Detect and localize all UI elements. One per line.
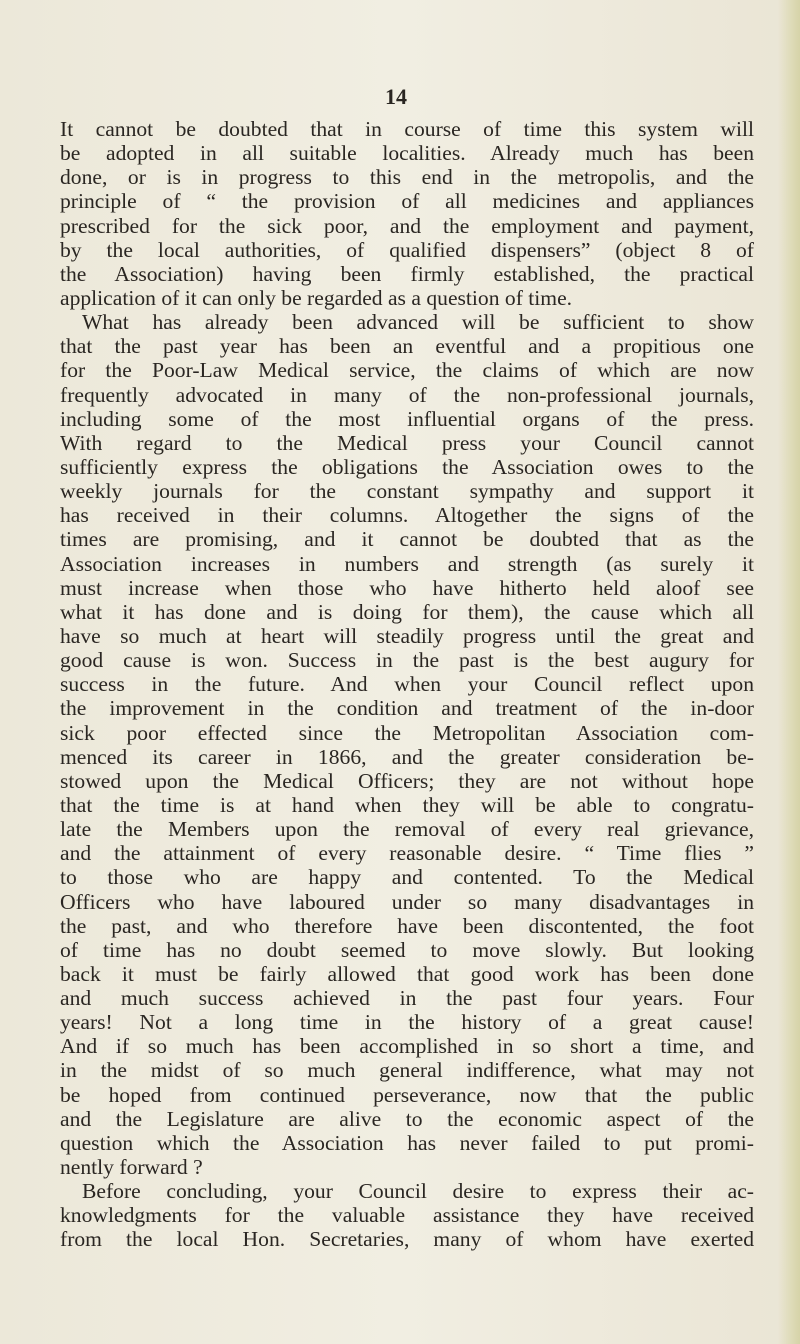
text-line: the past, and who therefore have been discontented, the foot <box>60 913 754 938</box>
text-line: Officers who have laboured under so many disadvantages in <box>60 889 754 914</box>
text-line: for the Poor-Law Medical service, the claims of which are now <box>60 358 754 383</box>
text-line: in the midst of so much general indifference, what may not <box>60 1058 754 1083</box>
text-line: that the time is at hand when they will be able to congratu- <box>60 792 754 817</box>
text-line: done, or is in progress to this end in the metropolis, and the <box>60 165 754 190</box>
text-line: late the Members upon the removal of every real grievance, <box>60 817 754 842</box>
text-line: knowledgments for the valuable assistance they have received <box>60 1203 754 1228</box>
text-line: be adopted in all suitable localities. Already much has been <box>60 141 754 166</box>
text-line: times are promising, and it cannot be doubted that as the <box>60 527 754 552</box>
text-line: from the local Hon. Secretaries, many of whom have exerted <box>60 1227 754 1252</box>
text-line: application of it can only be regarded as a question of time. <box>60 285 573 310</box>
text-line: be hoped from continued perseverance, now that the public <box>60 1082 754 1107</box>
text-line: weekly journals for the constant sympathy and support it <box>60 479 754 504</box>
text-line: With regard to the Medical press your Council cannot <box>60 430 754 455</box>
text-line: that the past year has been an eventful and a propitious one <box>60 334 754 359</box>
text-line: Association increases in numbers and strength (as surely it <box>60 551 754 576</box>
text-line: prescribed for the sick poor, and the employment and payment, <box>60 213 754 238</box>
text-line: has received in their columns. Altogether the signs of the <box>60 503 754 528</box>
text-line: Before concluding, your Council desire to express their ac- <box>82 1179 754 1204</box>
text-line: of time has no doubt seemed to move slowly. But looking <box>60 937 754 962</box>
text-line: the Association) having been firmly established, the practical <box>60 261 754 286</box>
text-line: nently forward ? <box>60 1155 203 1180</box>
text-line: and the attainment of every reasonable desire. “ Time flies ” <box>60 841 754 866</box>
text-line: question which the Association has never failed to put promi- <box>60 1130 754 1155</box>
text-line: to those who are happy and contented. To the Medical <box>60 865 754 890</box>
text-line: sufficiently express the obligations the Association owes to the <box>60 454 754 479</box>
text-line: and much success achieved in the past four years. Four <box>60 986 754 1011</box>
text-line: success in the future. And when your Council reflect upon <box>60 672 754 697</box>
text-line: by the local authorities, of qualified dispensers” (object 8 of <box>60 237 754 262</box>
text-line: must increase when those who have hitherto held aloof see <box>60 575 754 600</box>
text-line: and the Legislature are alive to the economic aspect of the <box>60 1106 754 1131</box>
page-edge-shadow <box>778 0 800 1344</box>
text-line: menced its career in 1866, and the greater consideration be- <box>60 744 754 769</box>
text-line: And if so much has been accomplished in so short a time, and <box>60 1034 754 1059</box>
text-line: good cause is won. Success in the past is the best augury for <box>60 648 754 673</box>
text-line: including some of the most influential organs of the press. <box>60 406 754 431</box>
text-line: have so much at heart will steadily progress until the great and <box>60 623 754 648</box>
text-line: what it has done and is doing for them), the cause which all <box>60 599 754 624</box>
body-text <box>60 117 754 1252</box>
text-line: the improvement in the condition and treatment of the in-door <box>60 696 754 721</box>
text-line: stowed upon the Medical Officers; they are not without hope <box>60 768 754 793</box>
text-line: sick poor effected since the Metropolitan Association com- <box>60 720 754 745</box>
text-line: back it must be fairly allowed that good work has been done <box>60 961 754 986</box>
page-number: 14 <box>385 84 407 109</box>
text-line: It cannot be doubted that in course of time this system will <box>60 117 754 141</box>
text-line: principle of “ the provision of all medicines and appliances <box>60 189 754 214</box>
text-line: What has already been advanced will be sufficient to show <box>82 310 754 335</box>
text-line: years! Not a long time in the history of a great cause! <box>60 1010 754 1035</box>
text-line: frequently advocated in many of the non-professional journals, <box>60 382 754 407</box>
